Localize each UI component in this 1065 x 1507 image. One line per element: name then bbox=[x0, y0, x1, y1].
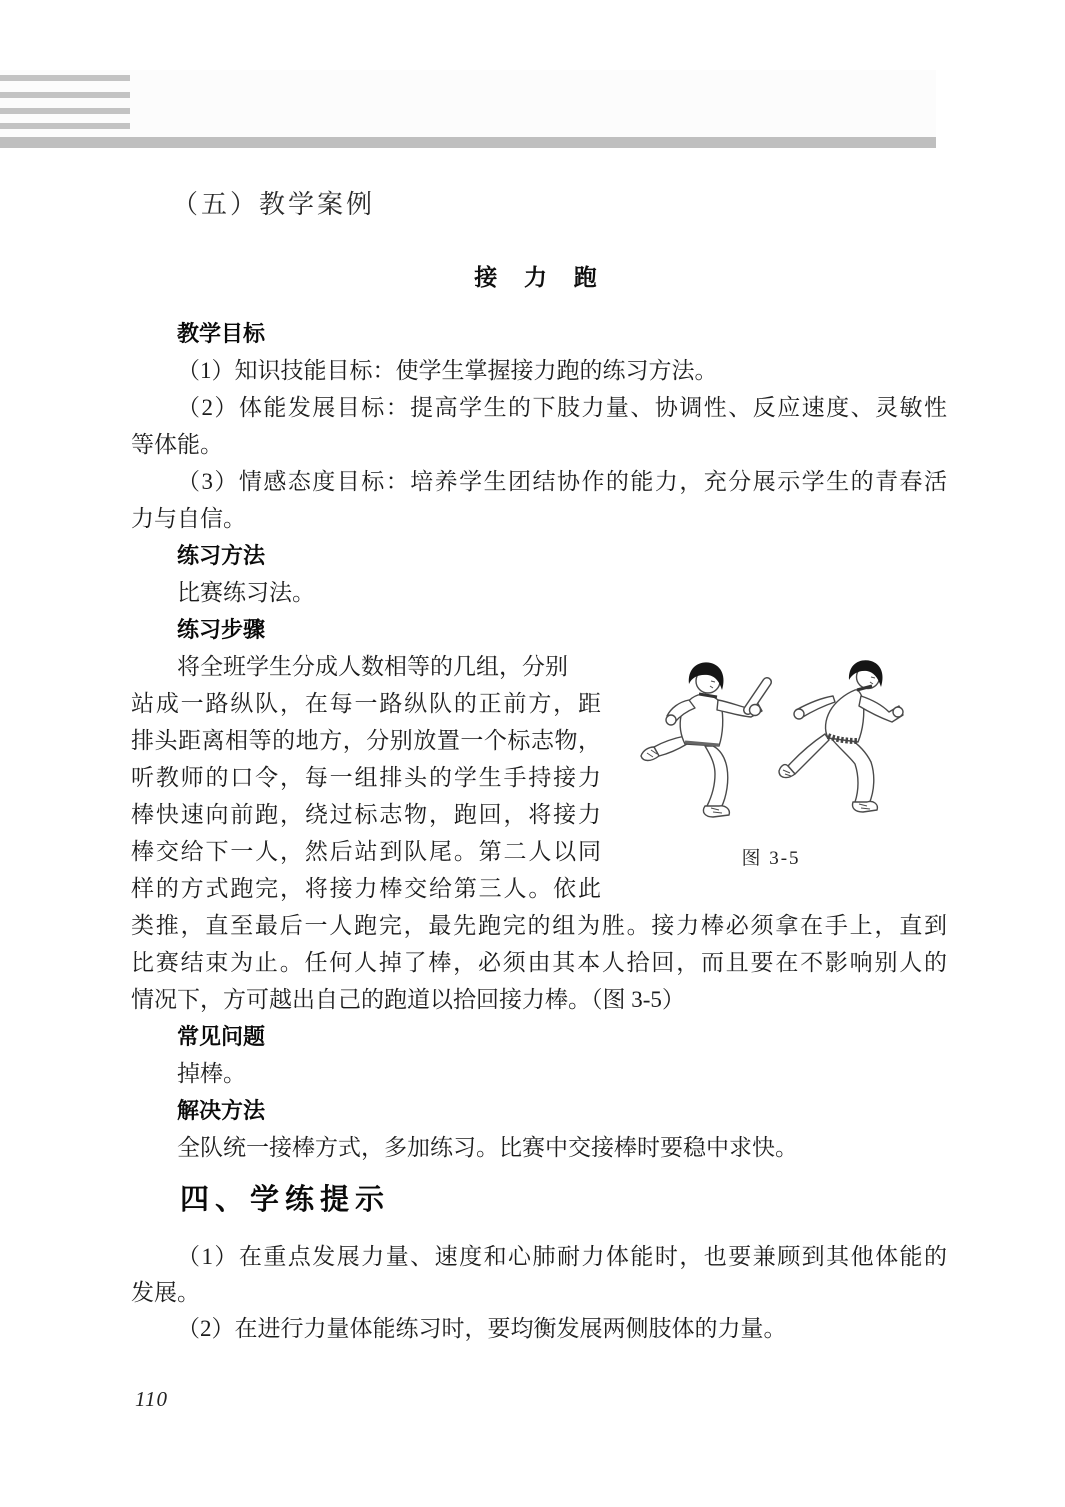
body-line: 情况下，方可越出自己的跑道以拾回接力棒。（图 3-5） bbox=[131, 987, 685, 1012]
header-stripe-1 bbox=[0, 75, 130, 81]
body-line: 棒交给下一人，然后站到队尾。第二人以同 bbox=[131, 839, 601, 864]
body-line: 类推，直至最后一人跑完，最先跑完的组为胜。接力棒必须拿在手上，直到 bbox=[131, 913, 947, 938]
body-line: 听教师的口令，每一组排头的学生手持接力 bbox=[131, 765, 601, 790]
figure-3-5 bbox=[623, 650, 919, 870]
heading-solutions: 解决方法 bbox=[177, 1098, 266, 1123]
heading-learning-tips: 四、学练提示 bbox=[180, 1184, 391, 1216]
body-line: （1）在重点发展力量、速度和心肺耐力体能时，也要兼顾到其他体能的 bbox=[177, 1244, 947, 1269]
steps-paragraph bbox=[131, 648, 947, 1018]
body-line: 全队统一接棒方式，多加练习。比赛中交接棒时要稳中求快。 bbox=[177, 1135, 798, 1160]
body-text bbox=[131, 315, 947, 1166]
runner-left bbox=[641, 662, 767, 817]
body-line: （3）情感态度目标：培养学生团结协作的能力，充分展示学生的青春活 bbox=[177, 469, 947, 494]
page-number: 110 bbox=[135, 1387, 168, 1411]
heading-practice-steps: 练习步骤 bbox=[177, 617, 266, 642]
header-stripe-2 bbox=[0, 92, 130, 98]
heading-teaching-goals: 教学目标 bbox=[177, 321, 266, 346]
body-line: 掉棒。 bbox=[177, 1061, 246, 1086]
body-line: （1）知识技能目标：使学生掌握接力跑的练习方法。 bbox=[177, 358, 718, 383]
body-line: 站成一路纵队，在每一路纵队的正前方，距 bbox=[131, 691, 601, 716]
body-line: 力与自信。 bbox=[131, 506, 246, 531]
body-line: 等体能。 bbox=[131, 432, 223, 457]
body-line: 比赛结束为止。任何人掉了棒，必须由其本人拾回，而且要在不影响别人的 bbox=[131, 950, 947, 975]
body-line: （2）在进行力量体能练习时，要均衡发展两侧肢体的力量。 bbox=[177, 1316, 787, 1341]
header-stripe-4 bbox=[0, 123, 130, 129]
figure-caption: 图 3-5 bbox=[741, 848, 801, 869]
runner-right bbox=[779, 660, 903, 812]
heading-common-problems: 常见问题 bbox=[177, 1024, 266, 1049]
header-stripe-3 bbox=[0, 108, 130, 114]
body-line: 排头距离相等的地方，分别放置一个标志物， bbox=[131, 728, 601, 753]
body-line: 比赛练习法。 bbox=[177, 580, 315, 605]
body-line: 将全班学生分成人数相等的几组，分别 bbox=[177, 654, 568, 679]
section-heading: （五）教学案例 bbox=[172, 190, 376, 219]
body-line: 发展。 bbox=[131, 1280, 200, 1305]
case-title: 接 力 跑 bbox=[474, 265, 604, 290]
body-line: 棒快速向前跑，绕过标志物，跑回，将接力 bbox=[131, 802, 601, 827]
text-column bbox=[131, 0, 947, 1411]
body-line: （2）体能发展目标：提高学生的下肢力量、协调性、反应速度、灵敏性 bbox=[177, 395, 947, 420]
heading-practice-method: 练习方法 bbox=[177, 543, 266, 568]
relay-runners-illustration bbox=[623, 650, 919, 826]
tips-text bbox=[131, 1239, 947, 1347]
body-line: 样的方式跑完，将接力棒交给第三人。依此 bbox=[131, 876, 601, 901]
